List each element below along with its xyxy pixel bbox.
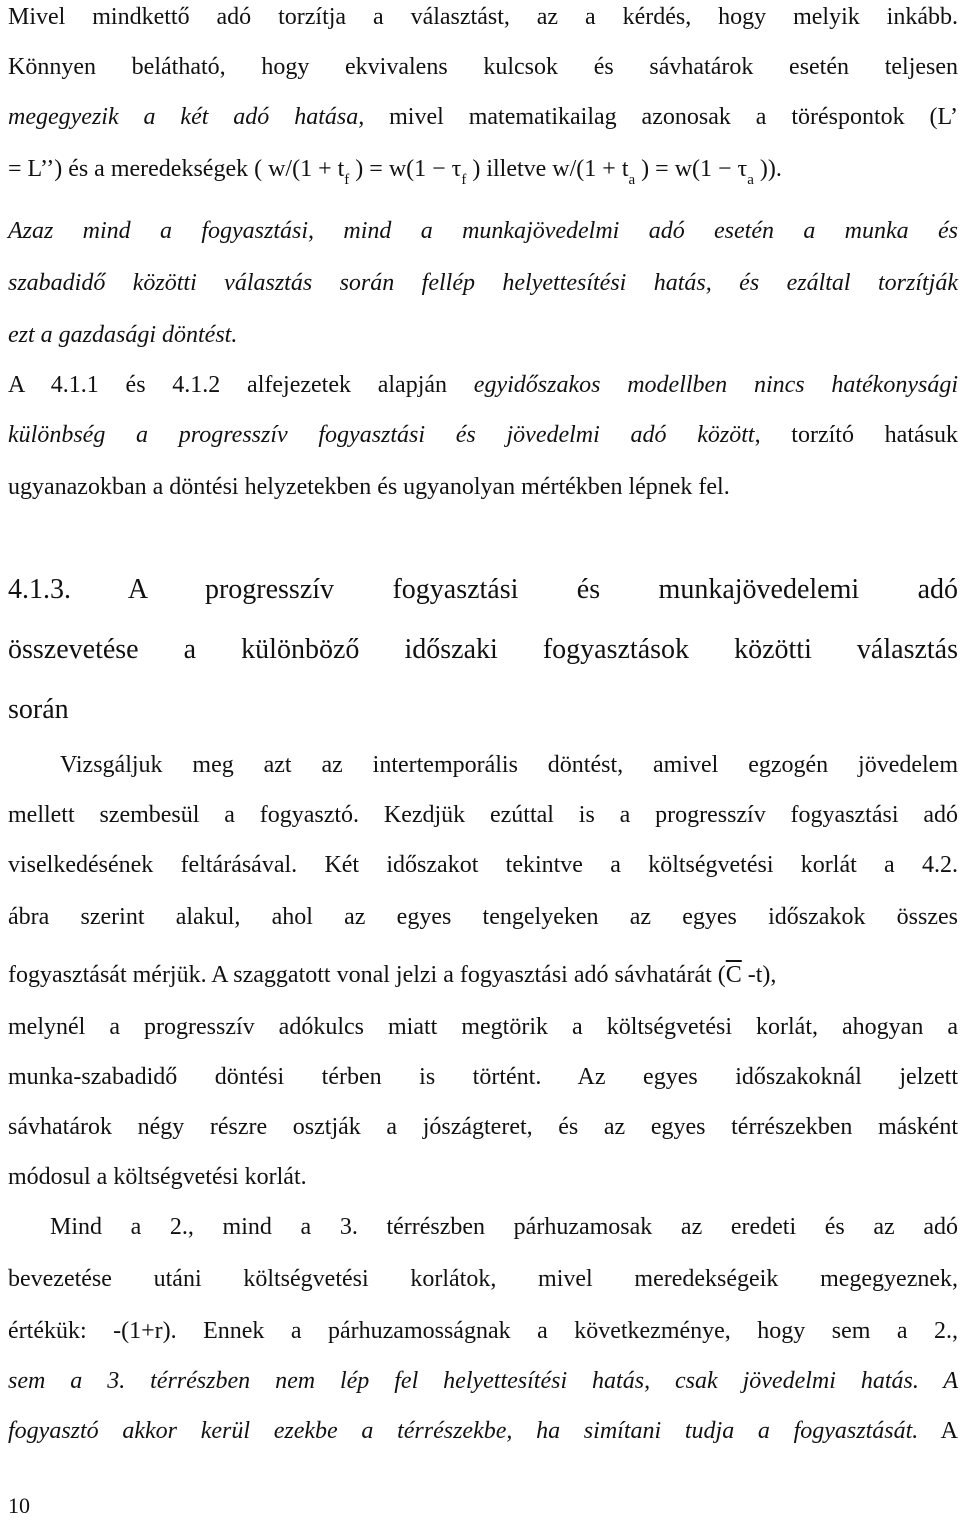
text-line: mellett szembesül a fogyasztó. Kezdjük ezúttal is a progresszív fogyasztási adó: [8, 802, 958, 828]
text-line: ábra szerint alakul, ahol az egyes tengelyeken az egyes időszakok összes: [8, 904, 958, 930]
italic-text: egyidőszakos modellben nincs hatékonysági: [473, 372, 958, 398]
text-line: különbség a progresszív fogyasztási és jövedelmi adó között, torzító hatásuk: [8, 422, 958, 448]
text-line: Mind a 2., mind a 3. térrészben párhuzamosak az eredeti és az adó: [50, 1214, 958, 1240]
text-span: = L’’) és a meredekségek (: [8, 156, 263, 182]
text-line: ugyanazokban a döntési helyzetekben és ugyanolyan mértékben lépnek fel.: [8, 474, 730, 500]
text-line: sem a 3. térrészben nem lép fel helyettesítési hatás, csak jövedelmi hatás. A: [8, 1368, 958, 1394]
text-line: Mivel mindkettő adó torzítja a választást, az a kérdés, hogy melyik inkább.: [8, 4, 958, 30]
text-span: mivel matematikailag azonosak a töréspontok (L’: [364, 104, 958, 130]
text-line: Vizsgáljuk meg azt az intertemporális döntést, amivel egzogén jövedelem: [60, 752, 958, 778]
italic-text: különbség a progresszív fogyasztási és jövedelmi adó között: [8, 422, 755, 448]
text-line: fogyasztását mérjük. A szaggatott vonal jelzi a fogyasztási adó sávhatárát ($\overline{C}$ -t),: [8, 962, 777, 988]
equation: $w/(1 + t_f$ ) = $w(1 - \tau_f$ ) illetve $w/(1 + t_a$ ) = $w(1 - \tau_a$ ): [268, 156, 768, 188]
text-line: viselkedésének feltárásával. Két időszakot tekintve a költségvetési korlát a 4.2.: [8, 852, 958, 878]
text-line: sávhatárok négy részre osztják a jószágteret, és az egyes térrészekben másként: [8, 1114, 958, 1140]
text-line: A 4.1.1 és 4.1.2 alfejezetek alapján egyidőszakos modellben nincs hatékonysági: [8, 372, 958, 398]
italic-text: fogyasztó akkor kerül ezekbe a térrészekbe, ha simítani tudja a fogyasztását.: [8, 1418, 919, 1444]
italic-text: megegyezik a két adó hatása,: [8, 104, 365, 130]
text-line: fogyasztó akkor kerül ezekbe a térrészekbe, ha simítani tudja a fogyasztását. A: [8, 1418, 958, 1444]
page-number: 10: [8, 1493, 30, 1518]
text-line: melynél a progresszív adókulcs miatt megtörik a költségvetési korlát, ahogyan a: [8, 1014, 958, 1040]
text-line: szabadidő közötti választás során fellép helyettesítési hatás, és ezáltal torzítják: [8, 270, 958, 296]
text-line: ezt a gazdasági döntést.: [8, 322, 238, 348]
section-heading: során: [8, 694, 69, 725]
text-line: módosul a költségvetési korlát.: [8, 1164, 307, 1190]
equation-line: [8, 154, 958, 187]
section-heading: 4.1.3. A progresszív fogyasztási és munkajövedelemi adó: [8, 574, 958, 605]
text-span: ).: [767, 156, 782, 182]
text-line: [8, 102, 958, 132]
text-line: munka-szabadidő döntési térben is történt. Az egyes időszakoknál jelzett: [8, 1064, 958, 1090]
text-line: bevezetése utáni költségvetési korlátok, mivel meredekségeik megegyeznek,: [8, 1266, 958, 1292]
overlined-symbol: $\overline{C}$: [725, 962, 742, 988]
text-line: Azaz mind a fogyasztási, mind a munkajövedelmi adó esetén a munka és: [8, 218, 958, 244]
text-line: Könnyen belátható, hogy ekvivalens kulcsok és sávhatárok esetén teljesen: [8, 54, 958, 80]
section-heading: összevetése a különböző időszaki fogyasztások közötti választás: [8, 634, 958, 665]
text-line: értékük: -(1+r). Ennek a párhuzamosságnak a következménye, hogy sem a 2.,: [8, 1318, 958, 1344]
